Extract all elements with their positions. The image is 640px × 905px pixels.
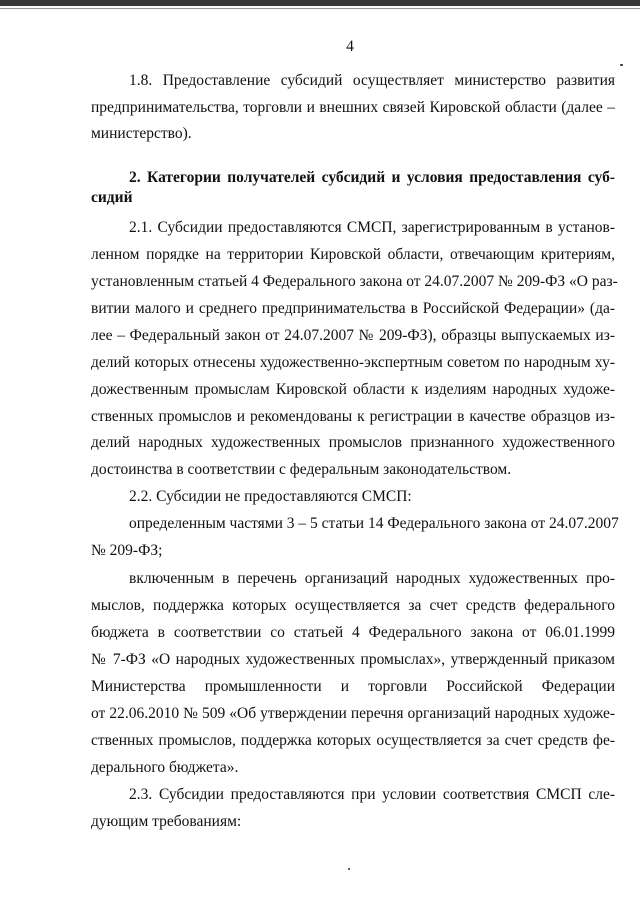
section-2-heading-line-2: сидий <box>91 189 133 206</box>
paragraph-2-2-line-2: определенным частями 3 – 5 статьи 14 Федерального закона от 24.07.2007 <box>129 515 619 532</box>
scan-speck <box>620 64 623 66</box>
section-2-heading-line-1: 2. Категории получателей субсидий и условия предоставления суб- <box>129 169 615 186</box>
paragraph-2-1-line-9: делий народных художественных промыслов признанного художественного <box>91 434 615 451</box>
paragraph-2-1-line-1: 2.1. Субсидии предоставляются СМСП, зарегистрированным в установ- <box>129 219 615 236</box>
paragraph-2-1-line-4: витии малого и среднего предпринимательства в Российской Федерации» (да- <box>91 300 615 317</box>
paragraph-2-1-line-5: лее – Федеральный закон от 24.07.2007 № 209-ФЗ), образцы выпускаемых из- <box>91 327 615 344</box>
paragraph-2-1-line-2: ленном порядке на территории Кировской области, отвечающим критериям, <box>91 246 615 263</box>
paragraph-2-3-line-2: дующим требованиям: <box>91 813 242 830</box>
paragraph-2-2-item-line-4: № 7-ФЗ «О народных художественных промыслах», утвержденный приказом <box>91 651 615 668</box>
paragraph-2-2-item-line-5: Министерства промышленности и торговли Российской Федерации <box>91 678 615 695</box>
paragraph-2-2-item-line-1: включенным в перечень организаций народных художественных про- <box>129 570 615 587</box>
paragraph-2-1-line-8: ственных промыслов и рекомендованы к регистрации в качестве образцов из- <box>91 408 615 425</box>
paragraph-1-8-line-3: министерство). <box>91 125 192 142</box>
paragraph-2-2-item-line-3: бюджета в соответствии со статьей 4 Федерального закона от 06.01.1999 <box>91 624 615 641</box>
paragraph-2-2-line-3: № 209-ФЗ; <box>91 542 163 559</box>
scan-speck <box>348 868 350 870</box>
paragraph-1-8-line-2: предпринимательства, торговли и внешних связей Кировской области (далее – <box>91 99 615 116</box>
paragraph-1-8-line-1: 1.8. Предоставление субсидий осуществляет министерство развития <box>129 72 615 89</box>
paragraph-2-2-item-line-7: ственных промыслов, поддержка которых осуществляется за счет средств фе- <box>91 732 615 749</box>
paragraph-2-1-line-10: достоинства в соответствии с федеральным законодательством. <box>91 461 512 478</box>
paragraph-2-2-item-line-8: дерального бюджета». <box>91 759 239 776</box>
page-number: 4 <box>346 38 354 55</box>
scan-top-border <box>0 0 640 6</box>
paragraph-2-3-line-1: 2.3. Субсидии предоставляются при условии соответствия СМСП сле- <box>129 786 615 803</box>
scan-top-border-shadow <box>0 8 640 9</box>
paragraph-2-2-item-line-6: от 22.06.2010 № 509 «Об утверждении перечня организаций народных художе- <box>91 705 615 722</box>
paragraph-2-1-line-6: делий которых отнесены художественно-экспертным советом по народным ху- <box>91 354 615 371</box>
paragraph-2-1-line-7: дожественным промыслам Кировской области к изделиям народных художе- <box>91 381 615 398</box>
paragraph-2-1-line-3: установленным статьей 4 Федерального закона от 24.07.2007 № 209-ФЗ «О раз- <box>91 273 618 290</box>
paragraph-2-2-line-1: 2.2. Субсидии не предоставляются СМСП: <box>129 488 412 505</box>
paragraph-2-2-item-line-2: мыслов, поддержка которых осуществляется за счет средств федерального <box>91 597 615 614</box>
